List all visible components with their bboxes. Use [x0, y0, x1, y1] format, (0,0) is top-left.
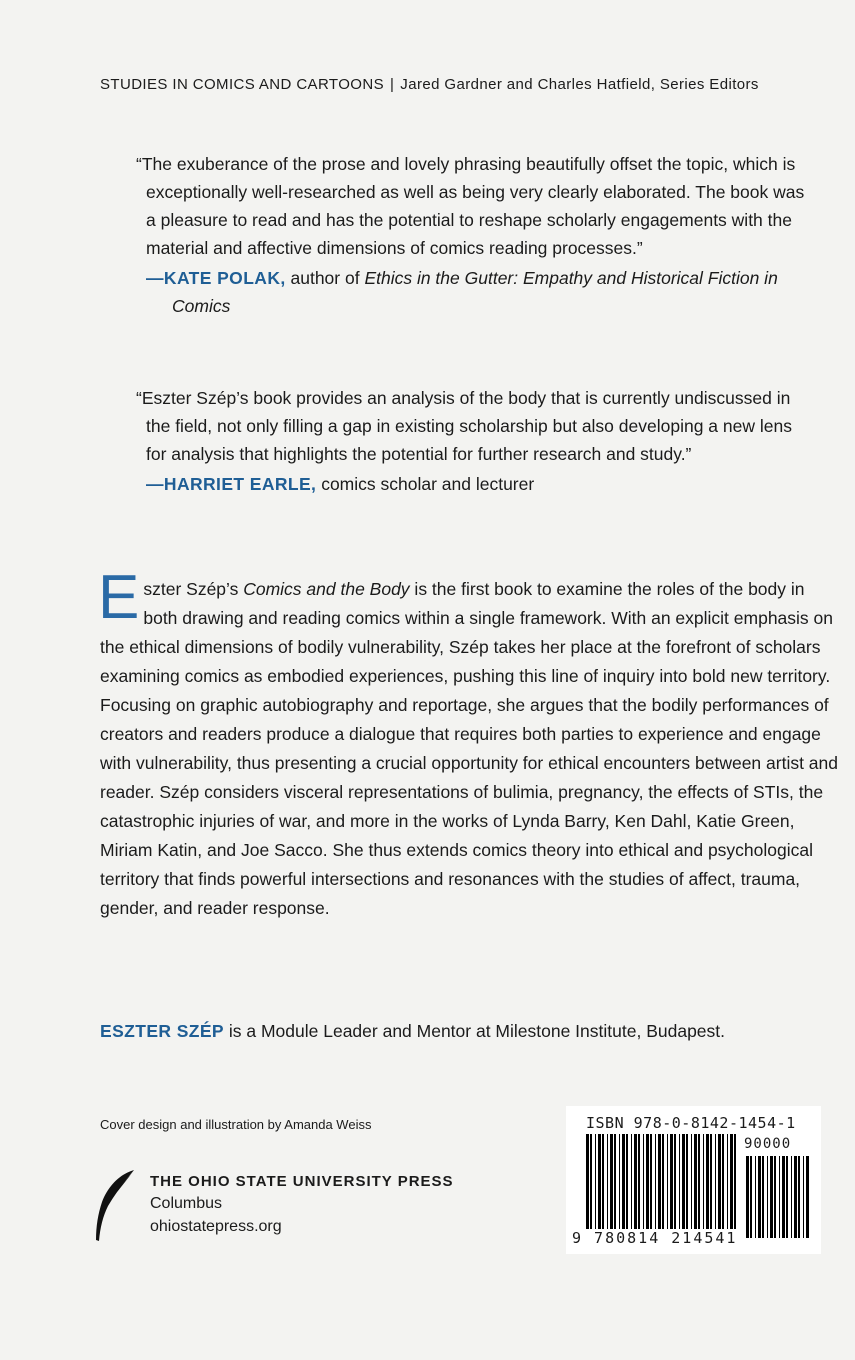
barcode-bar	[798, 1156, 800, 1238]
author-bio-text: is a Module Leader and Mentor at Milestone Institute, Budapest.	[224, 1021, 726, 1041]
price-code: 90000	[744, 1136, 792, 1152]
publisher-city: Columbus	[150, 1195, 223, 1212]
barcode-bar	[730, 1134, 733, 1238]
barcode-bar	[622, 1134, 625, 1238]
blurb-attribution	[146, 264, 816, 320]
barcode-bar	[674, 1134, 676, 1238]
barcode-bar	[586, 1134, 589, 1238]
barcode-bar	[710, 1134, 712, 1238]
barcode-bar	[734, 1134, 736, 1238]
barcode-bar	[803, 1156, 804, 1238]
quill-icon	[90, 1168, 136, 1246]
attribution-role: author of	[285, 268, 365, 288]
barcode-bar	[631, 1134, 632, 1238]
barcode-digits: 9 780814 214541	[572, 1229, 738, 1247]
barcode-bar	[715, 1134, 716, 1238]
barcode-bar	[610, 1134, 613, 1238]
barcode-bar	[706, 1134, 709, 1238]
barcode-bar	[806, 1156, 809, 1238]
barcode-bar	[727, 1134, 728, 1238]
barcode-bar	[694, 1134, 697, 1238]
barcode-bar	[607, 1134, 608, 1238]
barcode-bar	[770, 1156, 773, 1238]
series-editors: Jared Gardner and Charles Hatfield, Series Editors	[400, 76, 759, 93]
author-name: ESZTER SZÉP	[100, 1021, 225, 1041]
attribution-book-title: Ethics in the Gutter: Empathy and Historical Fiction in Comics	[172, 268, 778, 316]
barcode-bar	[679, 1134, 680, 1238]
attribution-dash: —	[146, 474, 164, 494]
barcode-bar	[786, 1156, 788, 1238]
barcode-bar	[655, 1134, 656, 1238]
description-body: is the first book to examine the roles of the body in both drawing and reading comics within a single framework. With an explicit emphasis on the ethical dimensions of bodily vulnerability, Szép takes her place at the forefront of scholars examining comics as embodied experiences, pushing this line of inquiry into bold new territory. Focusing on graphic autobiography and reportage, she argues that the bodily performances of creators and readers produce a dialogue that requires both parties to experience and engage with vulnerability, thus presenting a crucial opportunity for ethical encounters between artist and reader. Szép considers visceral representations of bulimia, pregnancy, the effects of STIs, the catastrophic injuries of war, and more in the works of Lynda Barry, Ken Dahl, Katie Green, Miriam Katin, and Joe Sacco. She thus extends comics theory into ethical and psychological territory that finds powerful intersections and resonances with the studies of affect, trauma, gender, and reader response.	[100, 579, 838, 918]
barcode-bar	[746, 1156, 749, 1238]
series-line	[100, 76, 820, 93]
attribution-dash: —	[146, 268, 164, 288]
barcode-bar	[722, 1134, 724, 1238]
blurb-quote: “Eszter Szép’s book provides an analysis of the body that is currently undiscussed in the field, not only filling a gap in existing scholarship but also developing a new lens for analysis that highlights the potential for further research and study.”	[136, 388, 792, 464]
series-separator: |	[390, 76, 395, 93]
barcode-bar	[698, 1134, 700, 1238]
book-description	[98, 563, 840, 923]
publisher-website: ohiostatepress.org	[150, 1218, 282, 1235]
barcode-bar	[762, 1156, 764, 1238]
blurb-polak	[136, 150, 816, 320]
barcode-bar	[794, 1156, 797, 1238]
barcode-bar	[638, 1134, 640, 1238]
barcode-bar	[703, 1134, 704, 1238]
attribution-name: KATE POLAK,	[163, 268, 286, 288]
barcode-bar	[602, 1134, 604, 1238]
author-bio	[100, 1017, 840, 1045]
drop-cap: E	[98, 563, 140, 632]
barcode-bar	[614, 1134, 616, 1238]
barcode-bar	[590, 1134, 592, 1238]
barcode-bar	[750, 1156, 752, 1238]
barcode-bar	[767, 1156, 768, 1238]
barcode-bar	[658, 1134, 661, 1238]
series-name: STUDIES IN COMICS AND CARTOONS	[100, 76, 384, 93]
barcode-bar	[691, 1134, 692, 1238]
description-lead: szter Szép’s	[143, 579, 244, 599]
barcode-bar	[643, 1134, 644, 1238]
isbn-barcode	[566, 1106, 821, 1254]
barcode-bar	[791, 1156, 792, 1238]
barcode-bar	[650, 1134, 652, 1238]
publisher-name: THE OHIO STATE UNIVERSITY PRESS	[150, 1173, 454, 1190]
blurb-attribution	[146, 470, 816, 498]
barcode-bar	[686, 1134, 688, 1238]
barcode-bar	[662, 1134, 664, 1238]
barcode-bar	[619, 1134, 620, 1238]
barcode-bar	[626, 1134, 628, 1238]
barcode-bar	[670, 1134, 673, 1238]
barcode-bar	[646, 1134, 649, 1238]
attribution-role: comics scholar and lecturer	[316, 474, 535, 494]
barcode-bar	[718, 1134, 721, 1238]
barcode-bar	[758, 1156, 761, 1238]
barcode-bar	[595, 1134, 596, 1238]
blurb-quote: “The exuberance of the prose and lovely phrasing beautifully offset the topic, which is exceptionally well-researched as well as being very clearly elaborated. The book was a pleasure to read and has the potential to reshape scholarly engagements with the material and affective dimensions of comics reading processes.”	[136, 154, 805, 258]
blurb-earle	[136, 384, 816, 498]
barcode-bar	[774, 1156, 776, 1238]
barcode-bar	[682, 1134, 685, 1238]
publisher-text	[150, 1168, 454, 1236]
barcode-bar	[598, 1134, 601, 1238]
barcode-bar	[779, 1156, 780, 1238]
cover-credit: Cover design and illustration by Amanda Weiss	[100, 1117, 372, 1132]
isbn-label: ISBN 978-0-8142-1454-1	[586, 1114, 796, 1132]
attribution-name: HARRIET EARLE,	[163, 474, 317, 494]
description-book-title: Comics and the Body	[243, 579, 410, 599]
barcode-bar	[634, 1134, 637, 1238]
barcode-bar	[782, 1156, 785, 1238]
barcode-bar	[667, 1134, 668, 1238]
barcode-bar	[755, 1156, 756, 1238]
